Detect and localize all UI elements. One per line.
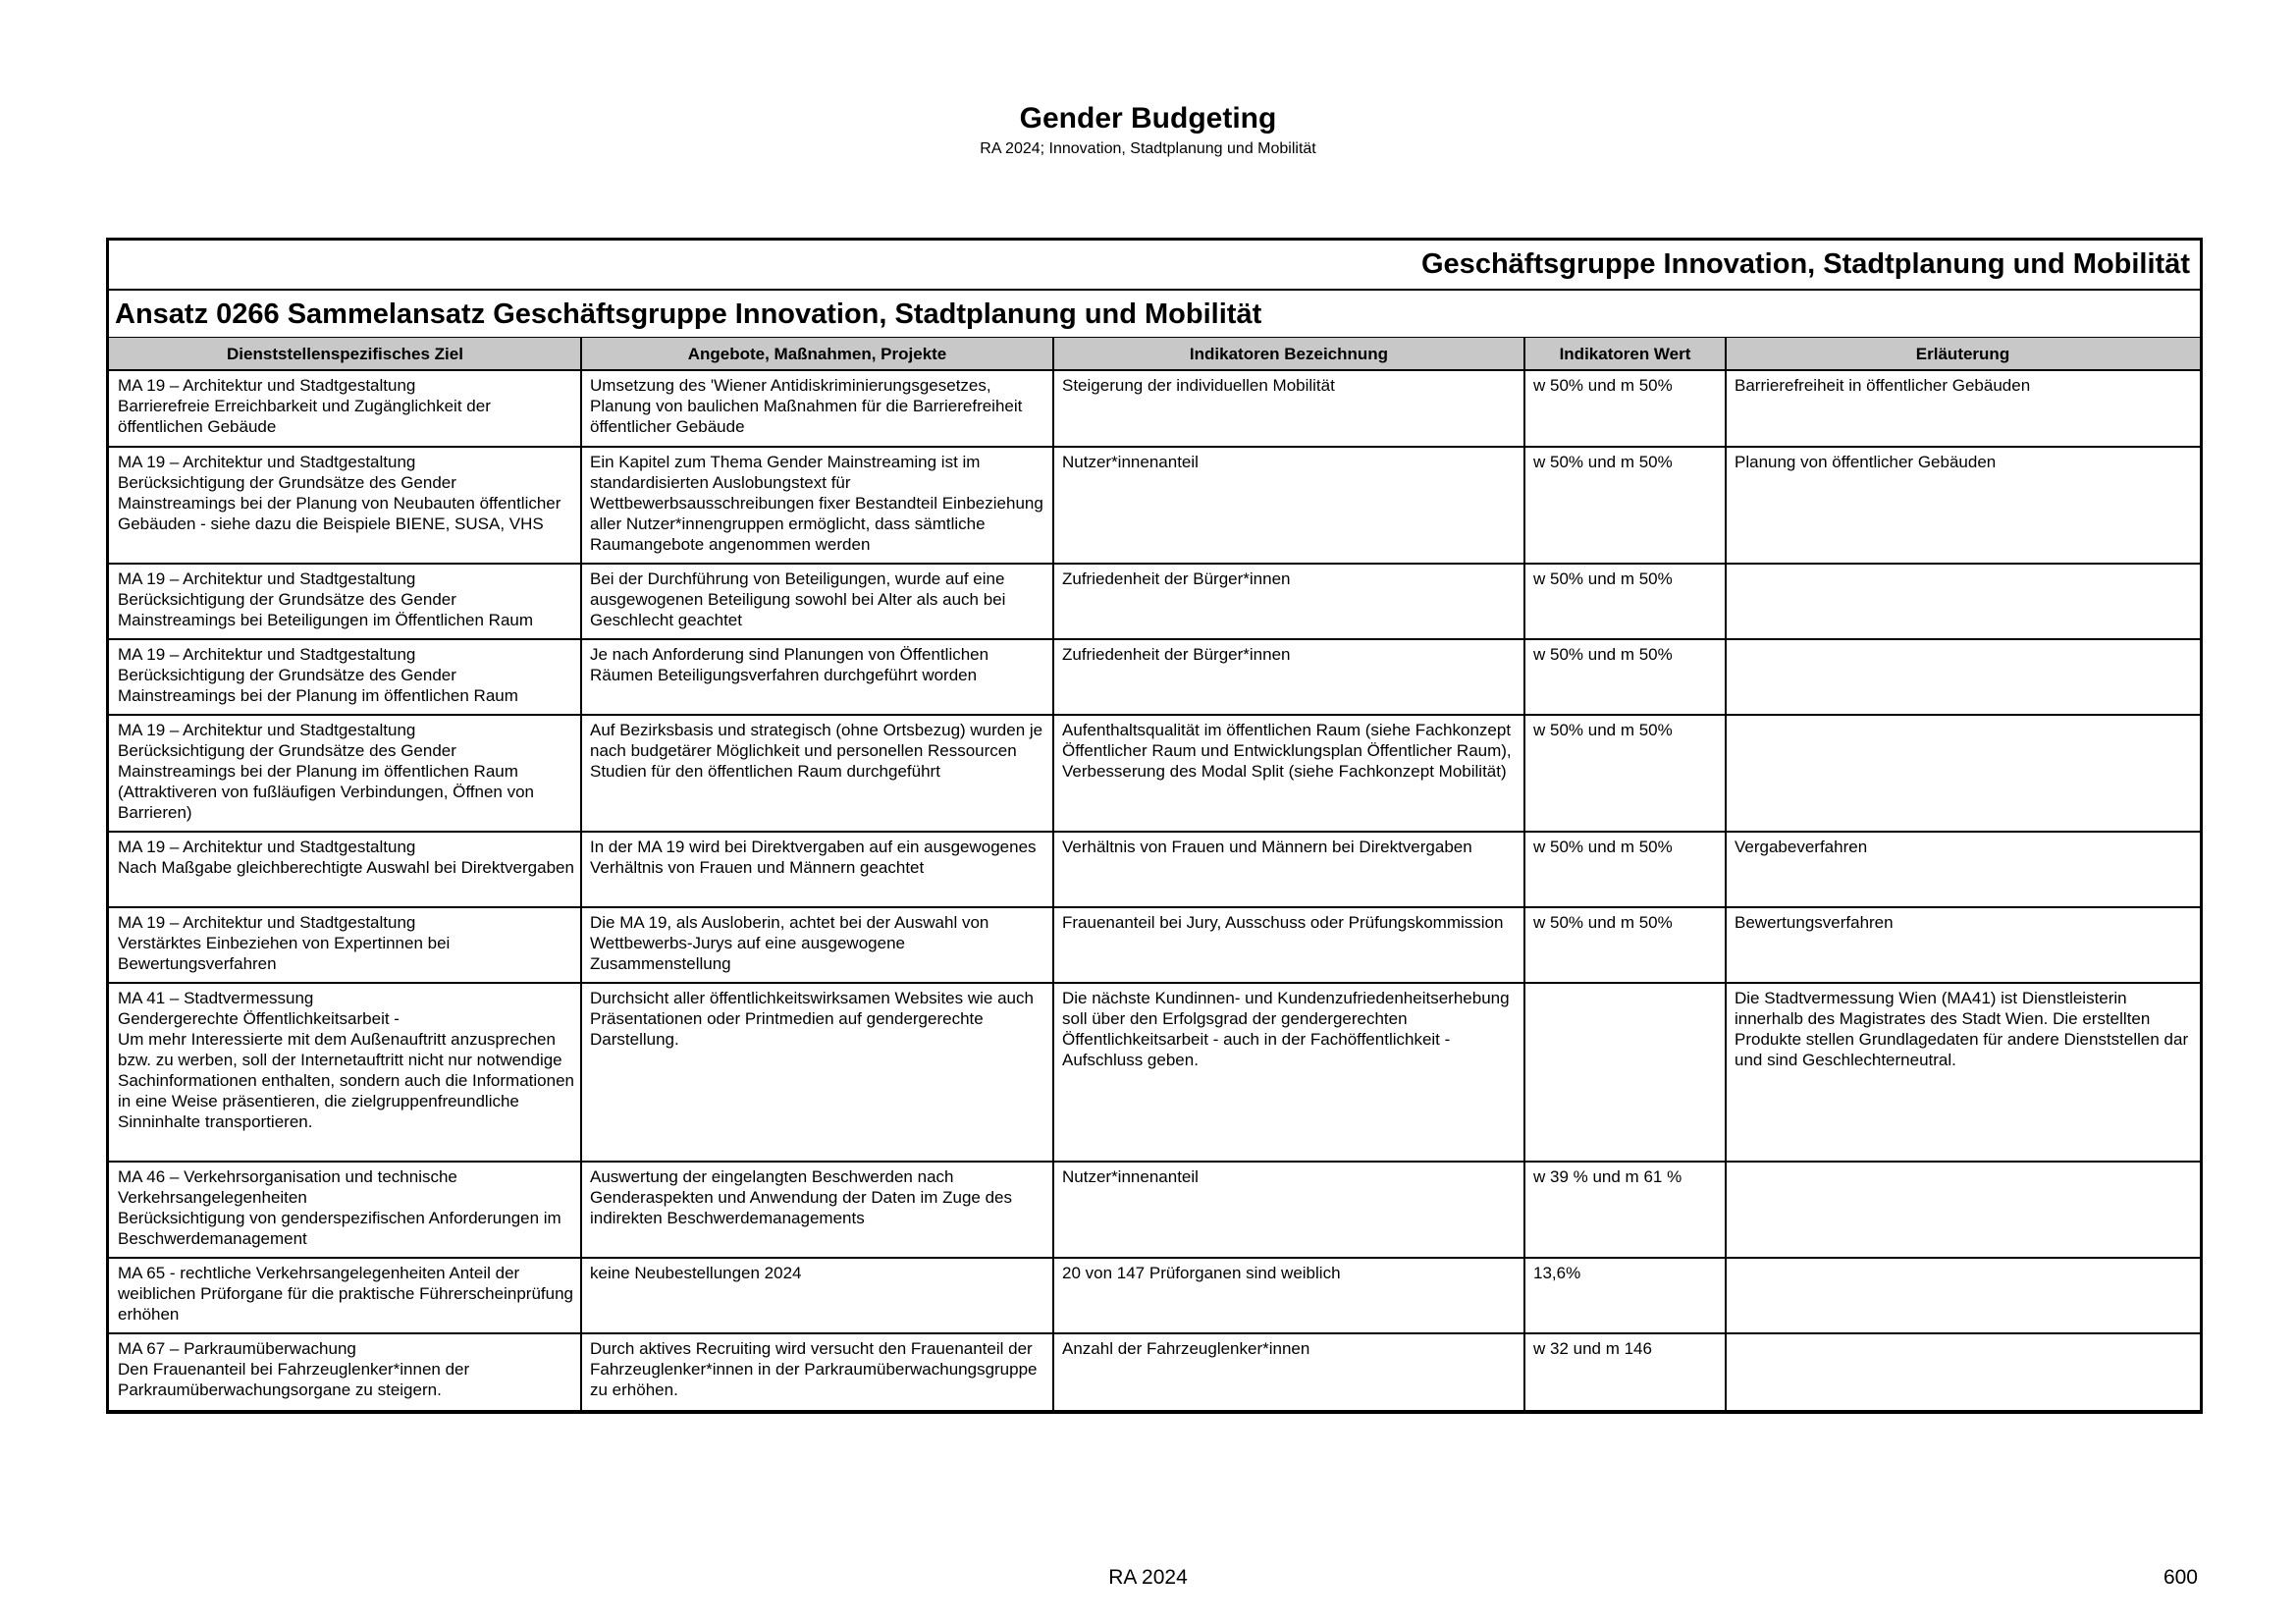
column-divider <box>580 338 582 1411</box>
row-divider <box>109 906 2200 908</box>
cell-erlaeuterung: Barrierefreiheit in öffentlicher Gebäuden <box>1735 376 2031 395</box>
header-divider <box>109 369 2200 371</box>
cell-erlaeuterung: Planung von öffentlicher Gebäuden <box>1735 453 1997 471</box>
cell-indikator-bezeichnung: Steigerung der individuellen Mobilität <box>1062 376 1335 395</box>
row-divider <box>109 446 2200 448</box>
cell-ziel: MA 19 – Architektur und Stadtgestaltung Berücksichtigung der Grundsätze des Gender Mainstreamings bei Beteiligungen im Öffentlichen Raum <box>118 569 534 629</box>
row-divider <box>109 1410 2200 1412</box>
cell-massnahme: Umsetzung des 'Wiener Antidiskriminierungsgesetzes, Planung von baulichen Maßnahmen für die Barrierefreiheit öffentlicher Gebäude <box>590 376 1023 436</box>
cell-indikator-bezeichnung: Die nächste Kundinnen- und Kundenzufriedenheitserhebung soll über den Erfolgsgrad der gendergerechten Öffentlichkeitsarbeit - auch in der Fachöffentlichkeit - Aufschluss geben. <box>1062 989 1510 1069</box>
cell-massnahme: Durchsicht aller öffentlichkeitswirksamen Websites wie auch Präsentationen oder Printmedien auf gendergerechte Darstellung. <box>590 989 1034 1049</box>
cell-ziel: MA 19 – Architektur und Stadtgestaltung Berücksichtigung der Grundsätze des Gender Mainstreamings bei der Planung im öffentlichen Raum (Attraktiveren von fußläufigen Verbindungen, Öffnen von Barrieren) <box>118 721 535 822</box>
cell-indikator-bezeichnung: Zufriedenheit der Bürger*innen <box>1062 569 1291 588</box>
column-divider <box>1523 338 1525 1411</box>
cell-indikator-bezeichnung: Verhältnis von Frauen und Männern bei Direktvergaben <box>1062 838 1472 856</box>
cell-massnahme: Durch aktives Recruiting wird versucht den Frauenanteil der Fahrzeuglenker*innen in der Parkraumüberwachungsgruppe zu erhöhen. <box>590 1339 1038 1399</box>
row-divider <box>109 1161 2200 1163</box>
cell-massnahme: keine Neubestellungen 2024 <box>590 1264 802 1282</box>
cell-massnahme: In der MA 19 wird bei Direktvergaben auf ein ausgewogenes Verhältnis von Frauen und Männern geachtet <box>590 838 1037 877</box>
row-divider <box>109 638 2200 640</box>
cell-erlaeuterung <box>1726 1166 2196 1257</box>
cell-indikator-bezeichnung: Anzahl der Fahrzeuglenker*innen <box>1062 1339 1310 1358</box>
cell-ziel: MA 19 – Architektur und Stadtgestaltung Barrierefreie Erreichbarkeit und Zugänglichkeit der öffentlichen Gebäude <box>118 376 491 436</box>
cell-indikator-wert: w 39 % und m 61 % <box>1533 1167 1682 1186</box>
cell-erlaeuterung <box>1726 644 2196 714</box>
cell-indikator-wert: 13,6% <box>1533 1264 1581 1282</box>
column-header: Dienststellenspezifisches Ziel <box>109 338 581 370</box>
cell-indikator-wert: w 50% und m 50% <box>1533 376 1673 395</box>
cell-erlaeuterung <box>1726 1263 2196 1332</box>
cell-indikator-wert: w 32 und m 146 <box>1533 1339 1652 1358</box>
row-divider <box>109 563 2200 565</box>
cell-indikator-wert: w 50% und m 50% <box>1533 838 1673 856</box>
page-number: 600 <box>2163 1566 2198 1589</box>
cell-indikator-wert: w 50% und m 50% <box>1533 645 1673 664</box>
cell-indikator-wert: w 50% und m 50% <box>1533 453 1673 471</box>
row-divider <box>109 1332 2200 1334</box>
cell-ziel: MA 67 – Parkraumüberwachung Den Frauenanteil bei Fahrzeuglenker*innen der Parkraumüberwachungsorgane zu steigern. <box>118 1339 470 1399</box>
cell-ziel: MA 19 – Architektur und Stadtgestaltung Berücksichtigung der Grundsätze des Gender Mainstreamings bei der Planung im öffentlichen Raum <box>118 645 518 705</box>
page-title: Gender Budgeting <box>1019 102 1277 135</box>
cell-massnahme: Je nach Anforderung sind Planungen von Öffentlichen Räumen Beteiligungsverfahren durchgeführt worden <box>590 645 989 684</box>
cell-ziel: MA 19 – Architektur und Stadtgestaltung Verstärktes Einbeziehen von Expertinnen bei Bewertungsverfahren <box>118 913 451 973</box>
column-header: Erläuterung <box>1726 338 2200 370</box>
column-header: Angebote, Maßnahmen, Projekte <box>581 338 1053 370</box>
cell-indikator-bezeichnung: Nutzer*innenanteil <box>1062 453 1199 471</box>
cell-ziel: MA 46 – Verkehrsorganisation und technische Verkehrsangelegenheiten Berücksichtigung von genderspezifischen Anforderungen im Beschwerdemanagement <box>118 1167 561 1248</box>
ansatz-title: Ansatz 0266 Sammelansatz Geschäftsgruppe Innovation, Stadtplanung und Mobilität <box>115 298 1262 330</box>
cell-erlaeuterung <box>1726 1338 2196 1410</box>
cell-indikator-bezeichnung: Zufriedenheit der Bürger*innen <box>1062 645 1291 664</box>
footer-label: RA 2024 <box>1108 1566 1188 1589</box>
column-divider <box>1725 338 1727 1411</box>
cell-indikator-wert <box>1524 988 1722 1161</box>
cell-erlaeuterung: Die Stadtvermessung Wien (MA41) ist Dienstleisterin innerhalb des Magistrates des Stadt Wien. Die erstellten Produkte stellen Grundlagedaten für andere Dienststellen dar und sind Geschlechterneutral. <box>1735 989 2189 1069</box>
cell-massnahme: Ein Kapitel zum Thema Gender Mainstreaming ist im standardisierten Auslobungstext für Wettbewerbsausschreibungen fixer Bestandteil Einbeziehung aller Nutzer*innengruppen ermöglicht, dass sämtliche Raumangebote angenommen werden <box>590 453 1043 554</box>
cell-indikator-bezeichnung: Frauenanteil bei Jury, Ausschuss oder Prüfungskommission <box>1062 913 1504 932</box>
row-divider <box>109 831 2200 833</box>
cell-ziel: MA 41 – Stadtvermessung Gendergerechte Öffentlichkeitsarbeit - Um mehr Interessierte mit dem Außenauftritt anzusprechen bzw. zu werben, soll der Internetauftritt nicht nur notwendige Sachinformationen enthalten, sondern auch die Informationen in eine Weise präsentieren, die zielgruppenfreundliche Sinninhalte transportieren. <box>118 989 574 1131</box>
row-divider <box>109 714 2200 716</box>
cell-ziel: MA 19 – Architektur und Stadtgestaltung Berücksichtigung der Grundsätze des Gender Mainstreamings bei der Planung von Neubauten öffentlicher Gebäuden - siehe dazu die Beispiele BIENE, SUSA, VHS <box>118 453 561 533</box>
cell-erlaeuterung: Bewertungsverfahren <box>1735 913 1894 932</box>
cell-erlaeuterung <box>1726 568 2196 638</box>
cell-erlaeuterung <box>1726 720 2196 831</box>
cell-ziel: MA 19 – Architektur und Stadtgestaltung Nach Maßgabe gleichberechtigte Auswahl bei Direktvergaben <box>118 838 574 877</box>
row-divider <box>109 1257 2200 1259</box>
row-divider <box>109 982 2200 984</box>
column-header: Indikatoren Wert <box>1524 338 1726 370</box>
cell-indikator-wert: w 50% und m 50% <box>1533 569 1673 588</box>
cell-massnahme: Die MA 19, als Ausloberin, achtet bei der Auswahl von Wettbewerbs-Jurys auf eine ausgewogene Zusammenstellung <box>590 913 989 973</box>
cell-massnahme: Bei der Durchführung von Beteiligungen, wurde auf eine ausgewogenen Beteiligung sowohl bei Alter als auch bei Geschlecht geachtet <box>590 569 1006 629</box>
cell-indikator-bezeichnung: Nutzer*innenanteil <box>1062 1167 1199 1186</box>
column-header: Indikatoren Bezeichnung <box>1053 338 1524 370</box>
cell-ziel: MA 65 - rechtliche Verkehrsangelegenheiten Anteil der weiblichen Prüforgane für die praktische Führerscheinprüfung erhöhen <box>118 1264 573 1324</box>
cell-indikator-wert: w 50% und m 50% <box>1533 721 1673 739</box>
cell-erlaeuterung: Vergabeverfahren <box>1735 838 1868 856</box>
page-subtitle: RA 2024; Innovation, Stadtplanung und Mobilität <box>980 140 1316 157</box>
column-divider <box>1052 338 1054 1411</box>
cell-massnahme: Auswertung der eingelangten Beschwerden nach Genderaspekten und Anwendung der Daten im Zuge des indirekten Beschwerdemanagements <box>590 1167 1013 1227</box>
cell-massnahme: Auf Bezirksbasis und strategisch (ohne Ortsbezug) wurden je nach budgetärer Möglichkeit und personellen Ressourcen Studien für den öffentlichen Raum durchgeführt <box>590 721 1043 781</box>
cell-indikator-wert: w 50% und m 50% <box>1533 913 1673 932</box>
group-title: Geschäftsgruppe Innovation, Stadtplanung und Mobilität <box>1421 248 2190 280</box>
cell-indikator-bezeichnung: 20 von 147 Prüforganen sind weiblich <box>1062 1264 1341 1282</box>
cell-indikator-bezeichnung: Aufenthaltsqualität im öffentlichen Raum (siehe Fachkonzept Öffentlicher Raum und Entwicklungsplan Öffentlicher Raum), Verbesserung des Modal Split (siehe Fachkonzept Mobilität) <box>1062 721 1512 781</box>
